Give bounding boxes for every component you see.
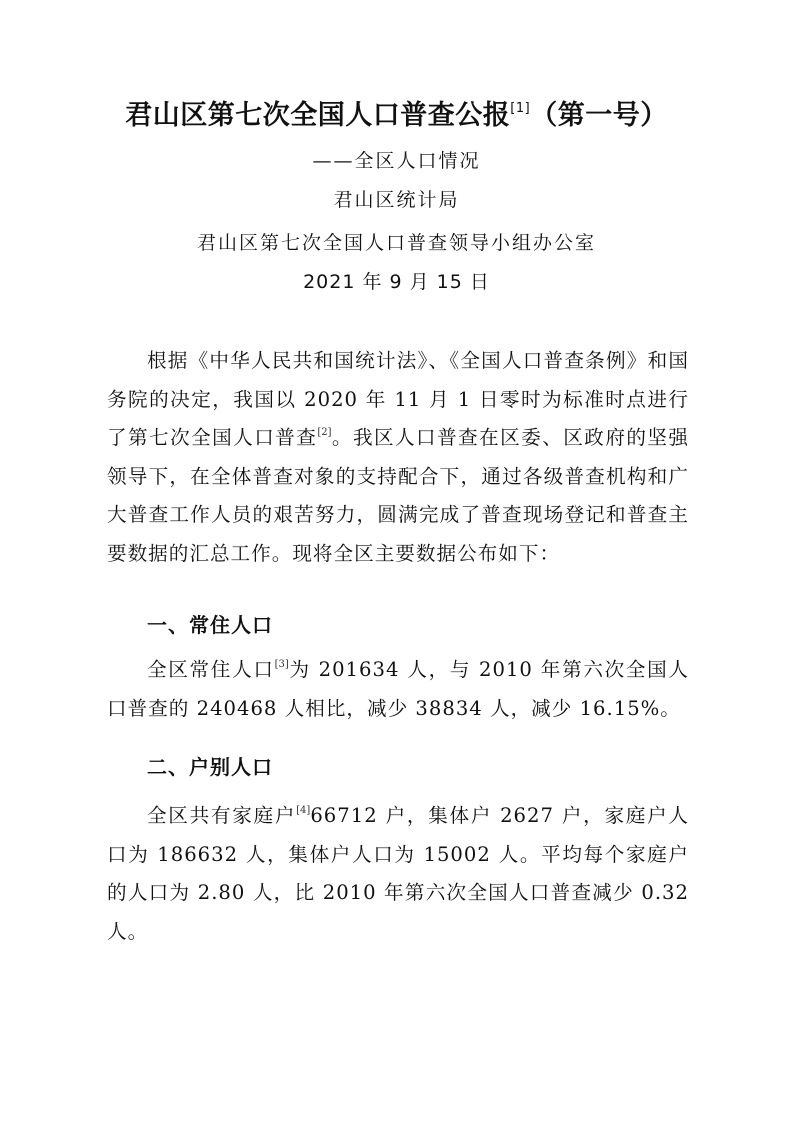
- intro-text-b: 。我区人口普查在区委、区政府的坚强领导下，在全体普查对象的支持配合下，通过各级普查机构和广大普查工作人员的艰苦努力，圆满完成了普查现场登记和普查主要数据的汇总工作。现将全区主要数据公布如下：: [107, 426, 690, 565]
- household-population-paragraph: [107, 797, 689, 951]
- intro-text-a: 根据《中华人民共和国统计法》、《全国人口普查条例》和国务院的决定，我国以 2020 年 11 月 1 日零时为标准时点进行了第七次全国人口普查: [107, 349, 689, 450]
- title-footnote-ref[interactable]: [1]: [510, 101, 531, 116]
- household-text-a: 全区共有家庭户: [147, 804, 297, 827]
- title-main: 君山区第七次全国人口普查公报: [125, 100, 511, 131]
- issuer-statistics-bureau: 君山区统计局: [333, 189, 460, 211]
- title-suffix: （第一号）: [530, 100, 668, 131]
- resident-text-b: 为 201634 人，与 2010 年第六次全国人口普查的 240468 人相比，减少 38834 人，减少 16.15%。: [107, 658, 689, 720]
- household-text-b: 66712 户，集体户 2627 户，家庭户人口为 186632 人，集体户人口为 15002 人。平均每个家庭户的人口为 2.80 人，比 2010 年第六次全国人口普查减少 0.32 人。: [107, 804, 690, 943]
- publish-date: 2021 年 9 月 15 日: [303, 271, 490, 293]
- document-subtitle: ——全区人口情况: [312, 150, 481, 172]
- resident-footnote-ref[interactable]: [3]: [274, 659, 289, 670]
- issuer-census-office: 君山区第七次全国人口普查领导小组办公室: [196, 232, 596, 254]
- resident-population-paragraph: [107, 651, 689, 728]
- section-heading-resident-population: 一、常住人口: [147, 613, 273, 637]
- household-footnote-ref[interactable]: [4]: [296, 805, 311, 816]
- document-title: [0, 96, 793, 136]
- intro-footnote-ref[interactable]: [2]: [317, 427, 332, 439]
- resident-text-a: 全区常住人口: [147, 658, 275, 681]
- intro-paragraph: [107, 342, 689, 574]
- section-heading-household-population: 二、户别人口: [147, 755, 273, 779]
